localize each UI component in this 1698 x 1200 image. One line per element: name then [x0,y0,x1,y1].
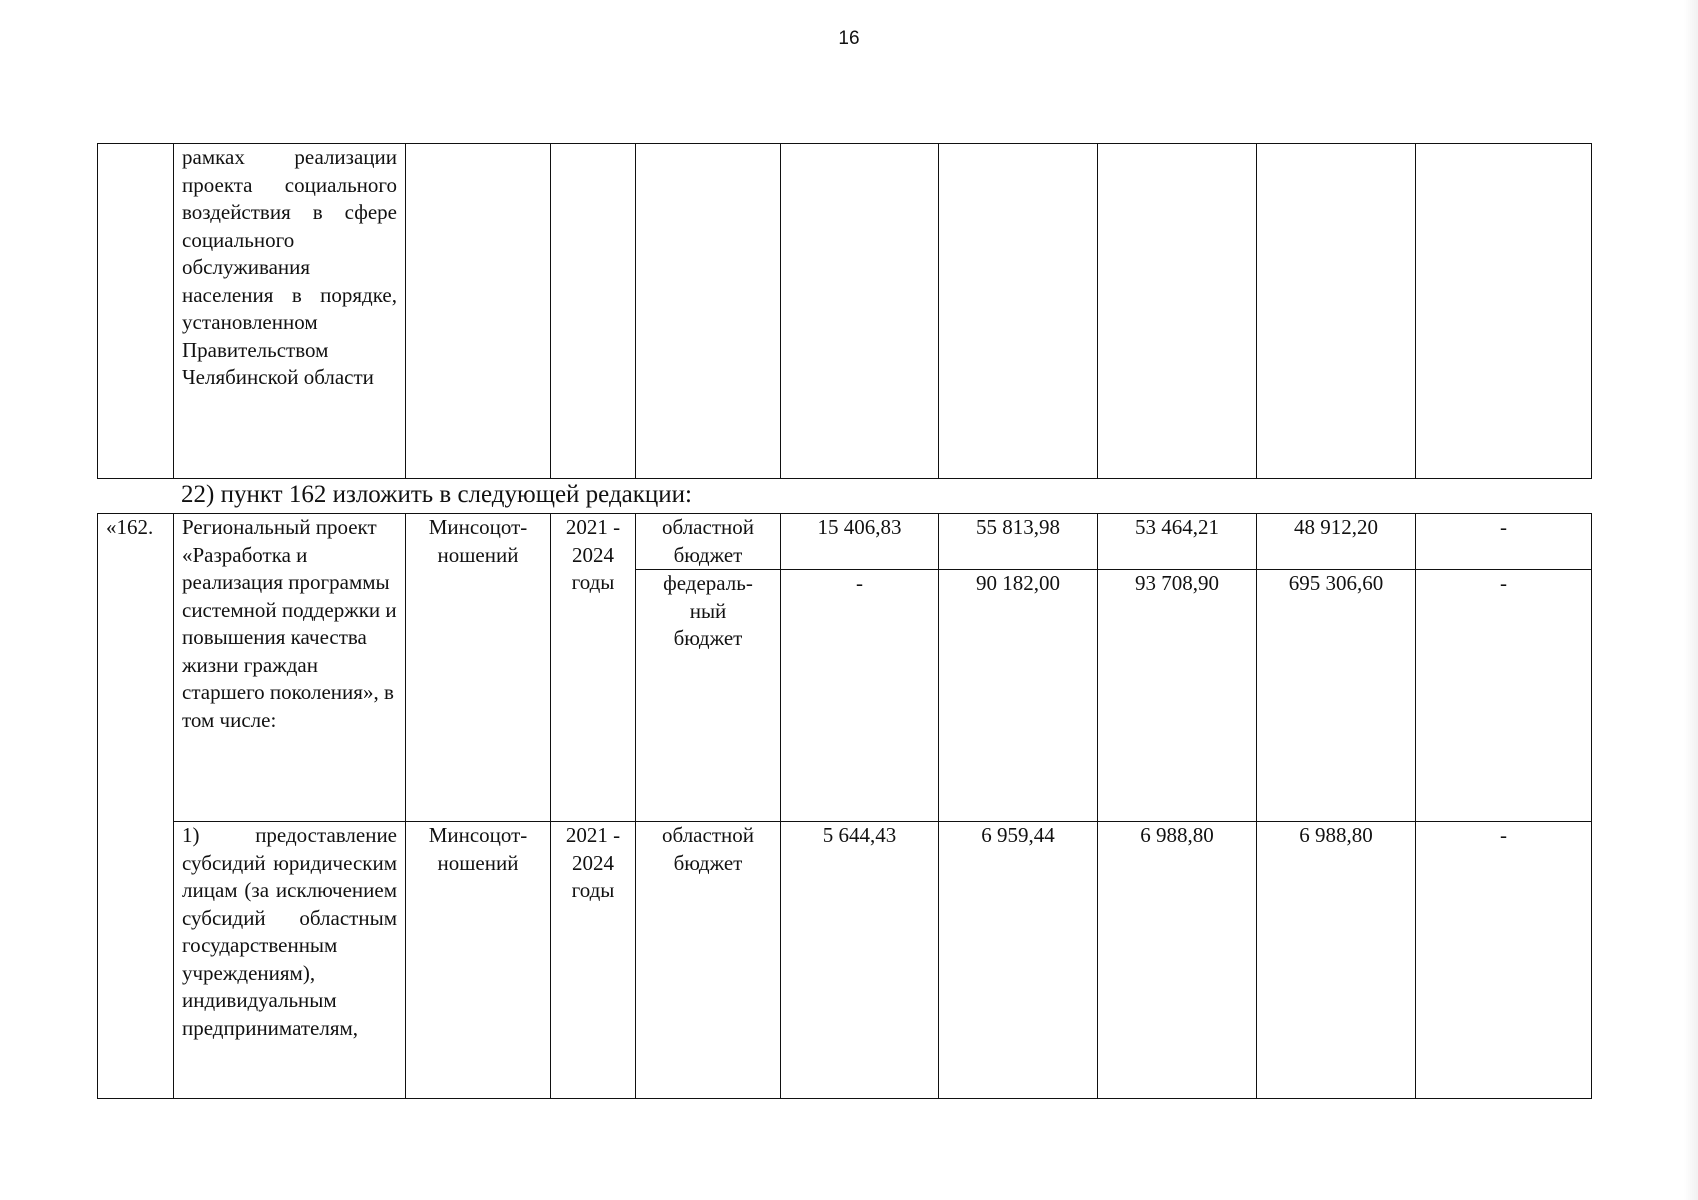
value-cell: 15 406,83 [781,514,939,570]
value-cell: - [781,570,939,822]
table-row [98,144,1592,479]
executor-cell: Минсоцот- ношений [406,514,551,822]
period-cell [551,144,636,479]
continuation-table [97,143,1592,479]
source-cell: областной бюджет [636,822,781,1099]
value-cell: - [1416,570,1592,822]
value-cell: 93 708,90 [1098,570,1257,822]
project-name-cell: Региональный проект «Разработка и реализация программы системной поддержки и повышения качества жизни граждан старшего поколения», в том числе: [174,514,406,822]
source-cell [636,144,781,479]
row-number-cell: «162. [98,514,174,1099]
page-number: 16 [838,28,860,49]
value-cell: - [1416,514,1592,570]
value-cell [1257,144,1416,479]
amendment-text: 22) пункт 162 изложить в следующей редакции: [181,481,692,508]
value-cell: 55 813,98 [939,514,1098,570]
executor-cell [406,144,551,479]
measure-name-cell: рамках реализации проекта социального воздействия в сфере социального обслуживания населения в порядке, установленном Правительством Челябинской области [174,144,406,479]
period-cell: 2021 - 2024 годы [551,822,636,1099]
scan-edge [1684,0,1698,1200]
source-cell: федераль- ный бюджет [636,570,781,822]
period-cell: 2021 - 2024 годы [551,514,636,822]
value-cell: 48 912,20 [1257,514,1416,570]
value-cell: 90 182,00 [939,570,1098,822]
value-cell [939,144,1098,479]
source-cell: областной бюджет [636,514,781,570]
row-number-cell [98,144,174,479]
subitem-name-cell: 1) предоставление субсидий юридическим лицам (за исключением субсидий областным государственным учреждениям), индивидуальным предпринимателям, [174,822,406,1099]
value-cell: 695 306,60 [1257,570,1416,822]
executor-cell: Минсоцот- ношений [406,822,551,1099]
value-cell: - [1416,822,1592,1099]
value-cell: 6 988,80 [1257,822,1416,1099]
value-cell [781,144,939,479]
value-cell [1416,144,1592,479]
value-cell [1098,144,1257,479]
value-cell: 6 959,44 [939,822,1098,1099]
value-cell: 6 988,80 [1098,822,1257,1099]
table-row [98,822,1592,1099]
table-row [98,514,1592,570]
value-cell: 53 464,21 [1098,514,1257,570]
funding-table [97,513,1592,1099]
value-cell: 5 644,43 [781,822,939,1099]
